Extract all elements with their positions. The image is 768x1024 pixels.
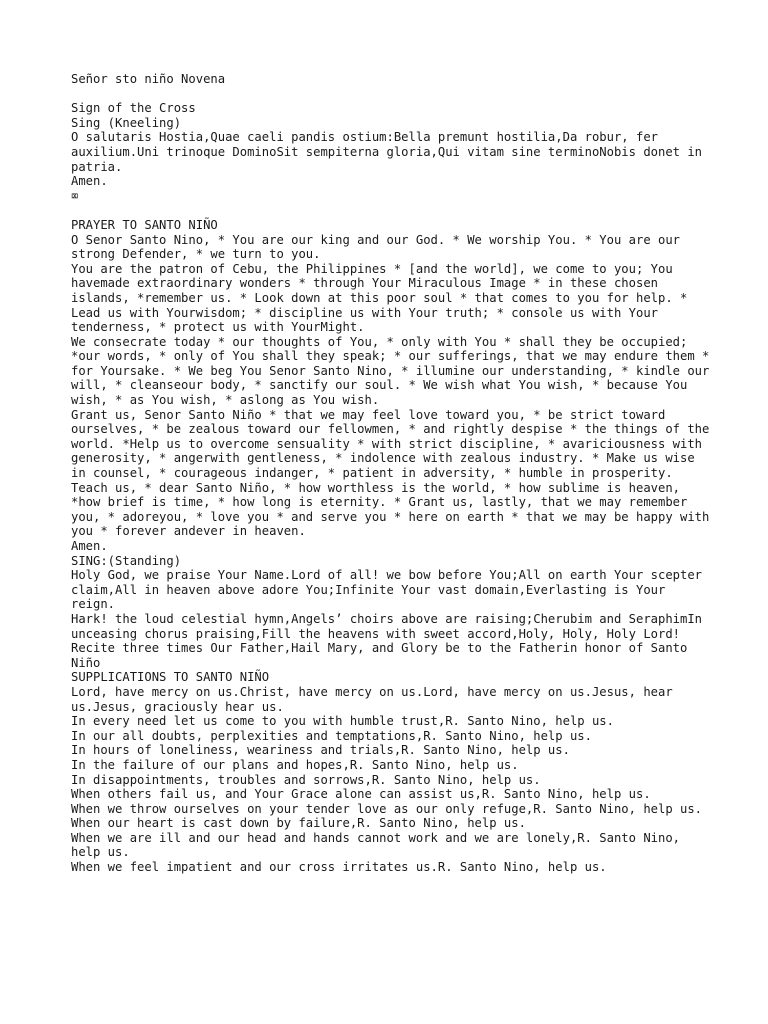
- text-line: When others fail us, and Your Grace alone can assist us,R. Santo Nino, help us.: [71, 787, 651, 802]
- text-line: Lord, have mercy on us.Christ, have mercy on us.Lord, have mercy on us.Jesus, hear us.Jesus, graciously hear us.: [71, 684, 681, 714]
- text-line: Amen.: [71, 539, 108, 553]
- text-line: In hours of loneliness, weariness and trials,R. Santo Nino, help us.: [71, 743, 570, 758]
- document-lines: [71, 101, 717, 875]
- text-line: Hark! the loud celestial hymn,Angels’ choirs above are raising;Cherubim and SeraphimIn unceasing chorus praising,Fill the heavens with sweet accord,Holy, Holy, Holy Lord!: [71, 611, 710, 641]
- text-line: In every need let us come to you with humble trust,R. Santo Nino, help us.: [71, 714, 614, 729]
- text-line: PRAYER TO SANTO NIÑO: [71, 217, 218, 232]
- text-line: When we throw ourselves on your tender love as our only refuge,R. Santo Nino, help us.: [71, 801, 703, 816]
- text-line: We consecrate today * our thoughts of You, * only with You * shall they be occupied; *our words, * only of You shall they speak; * our sufferings, that we may endure them * for Yoursake. * We beg You Senor Santo Nino, * illumine our understanding, * kindle our will, * cleanseour body, * sanctify our soul. * We wish what You wish, * because You wish, * as You wish, * aslong as You wish.: [71, 334, 717, 408]
- text-line: O Senor Santo Nino, * You are our king and our God. * We worship You. * You are our strong Defender, * we turn to you.: [71, 232, 688, 262]
- text-line: When we feel impatient and our cross irritates us.R. Santo Nino, help us.: [71, 860, 607, 875]
- document-title: Señor sto niño Novena: [71, 72, 226, 86]
- text-line: SUPPLICATIONS TO SANTO NIÑO: [71, 670, 270, 685]
- text-line: O salutaris Hostia,Quae caeli pandis ostium:Bella premunt hostilia,Da robur, fer auxilium.Uni trinoque DominoSit sempiterna gloria,Qui vitam sine terminoNobis donet in patria.: [71, 130, 710, 174]
- text-line: Sing (Kneeling): [71, 115, 182, 130]
- text-line: Grant us, Senor Santo Niño * that we may feel love toward you, * be strict toward ourselves, * be zealous toward our fellowmen, * and rightly despise * the things of the world. *Help us to overcome sensuality * with strict discipline, * avariciousness with generosity, * angerwith gentleness, * indolence with zealous industry. * Make us wise in counsel, * courageous indanger, * patient in adversity, * humble in prosperity.: [71, 407, 717, 481]
- text-line: In our all doubts, perplexities and temptations,R. Santo Nino, help us.: [71, 728, 592, 743]
- text-line: ⌧: [71, 188, 79, 203]
- document-body: [71, 72, 717, 875]
- text-line: Sign of the Cross: [71, 101, 196, 116]
- text-line: Amen.: [71, 174, 108, 189]
- text-line: You are the patron of Cebu, the Philippines * [and the world], we come to you; You havemade extraordinary wonders * through Your Miraculous Image * in these chosen islands, *remember us. * Look down at this poor soul * that comes to you for help. * Lead us with Yourwisdom; * discipline us with Your truth; * console us with Your tenderness, * protect us with YourMight.: [71, 261, 695, 335]
- blank-line: [71, 87, 711, 102]
- text-line: SING:(Standing): [71, 553, 182, 568]
- text-line: Recite three times Our Father,Hail Mary, and Glory be to the Fatherin honor of Santo Niño: [71, 641, 695, 670]
- text-line: When we are ill and our head and hands cannot work and we are lonely,R. Santo Nino, help us.: [71, 830, 688, 860]
- text-line: Holy God, we praise Your Name.Lord of all! we bow before You;All on earth Your scepter claim,All in heaven above adore You;Infinite Your vast domain,Everlasting is Your reign.: [71, 568, 710, 612]
- text-line: Teach us, * dear Santo Niño, * how worthless is the world, * how sublime is heaven, *how brief is time, * how long is eternity. * Grant us, lastly, that we may remember you, * adoreyou, * love you * and serve you * here on earth * that we may be happy with you * forever andever in heaven.: [71, 480, 717, 539]
- blank-line: [71, 203, 711, 218]
- text-line: In disappointments, troubles and sorrows,R. Santo Nino, help us.: [71, 772, 541, 787]
- text-line: In the failure of our plans and hopes,R. Santo Nino, help us.: [71, 757, 519, 772]
- text-line: When our heart is cast down by failure,R. Santo Nino, help us.: [71, 816, 526, 831]
